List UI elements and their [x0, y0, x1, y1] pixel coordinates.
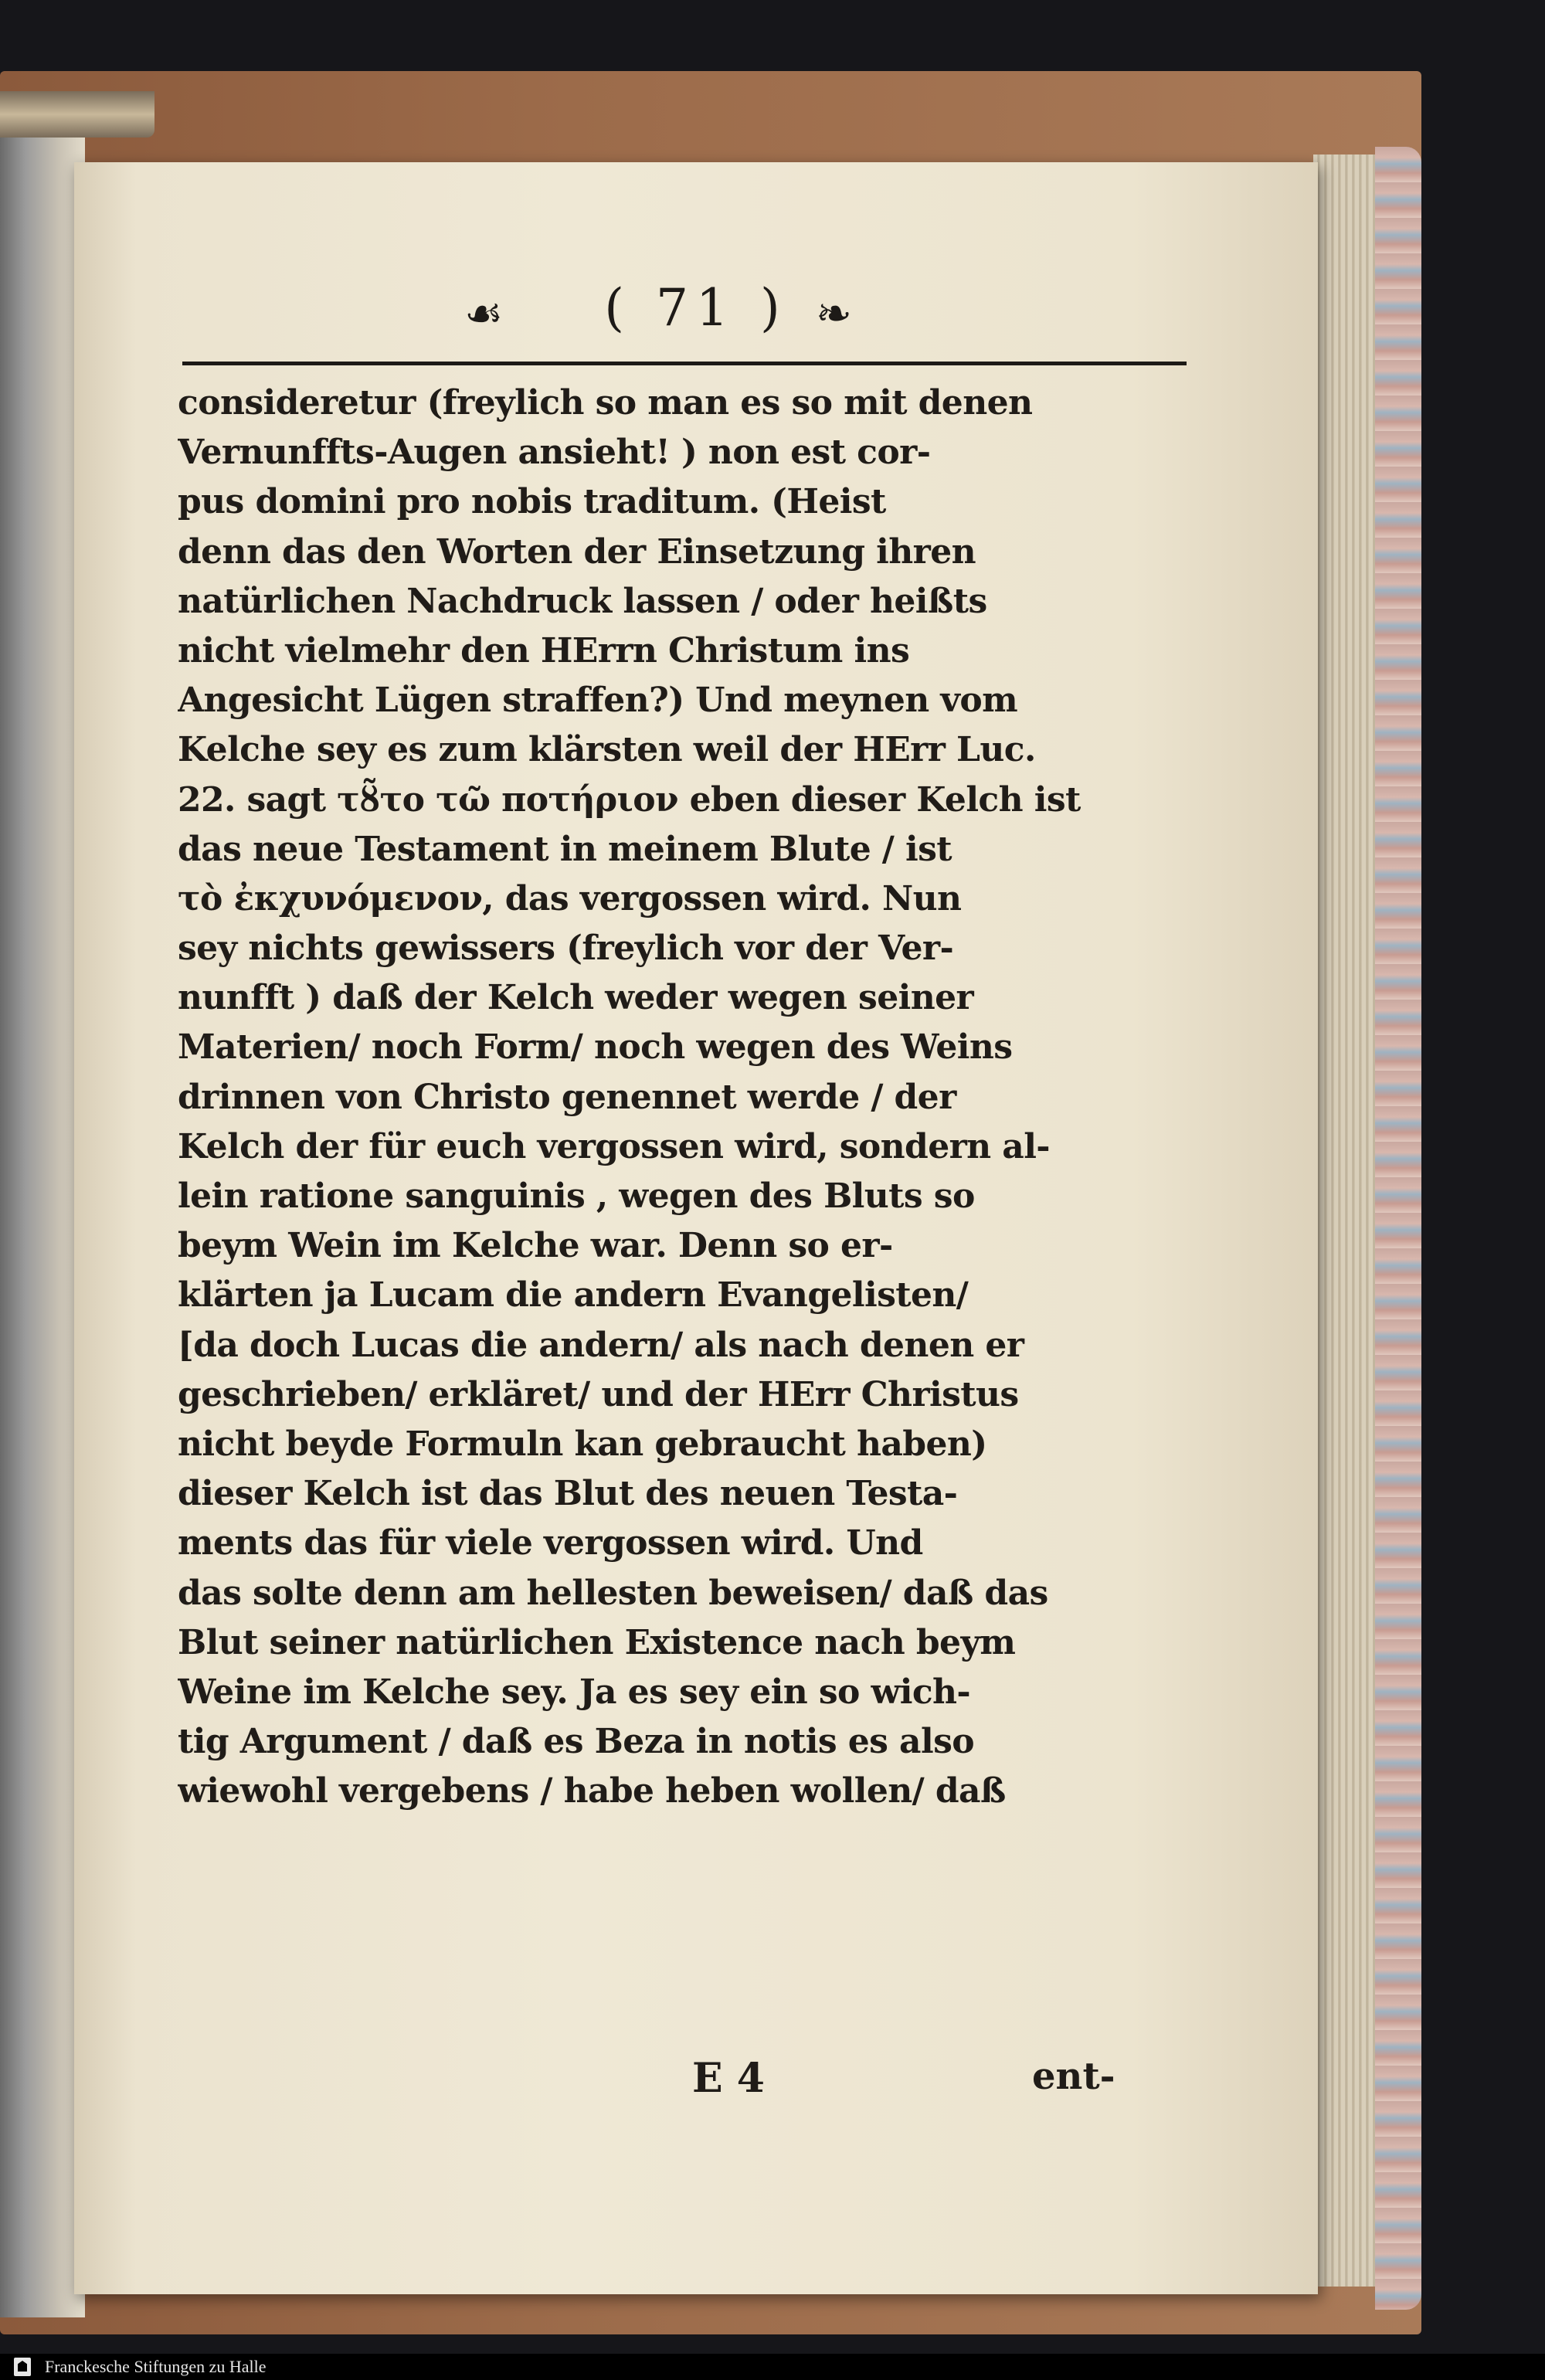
institution-logo-icon	[14, 2358, 31, 2376]
catchword: ent-	[1032, 2055, 1115, 2098]
page-footer	[74, 2055, 1318, 2117]
text-line: τὸ ἐκχυνόμενον, das vergossen wird. Nun	[178, 878, 962, 918]
text-line: sey nichts gewissers (freylich vor der Ver-	[178, 929, 954, 969]
text-line: das neue Testament in meinem Blute / ist	[178, 829, 952, 869]
body-text	[178, 379, 1205, 1816]
text-line: nicht vielmehr den HErrn Christum ins	[178, 630, 910, 671]
text-line: ments das für viele vergossen wird. Und	[178, 1523, 923, 1563]
text-line: tig Argument / daß es Beza in notis es also	[178, 1722, 974, 1762]
text-line: Vernunffts-Augen ansieht! ) non est cor-	[178, 433, 931, 473]
text-line: drinnen von Christo genennet werde / der	[178, 1077, 956, 1117]
text-line: 22. sagt τȣ̃το τῶ ποτήριον eben dieser Kelch ist	[178, 779, 1081, 820]
header-rule	[182, 362, 1187, 365]
text-line: pus domini pro nobis traditum. (Heist	[178, 482, 886, 522]
page-number: ( 71 )	[604, 278, 788, 338]
text-line: Angesicht Lügen straffen?) Und meynen vom	[178, 681, 1018, 721]
book-spine	[0, 91, 154, 138]
text-line: [da doch Lucas die andern/ als nach denen er	[178, 1325, 1024, 1365]
text-line: geschrieben/ erkläret/ und der HErr Christus	[178, 1374, 1019, 1414]
text-line: lein ratione sanguinis , wegen des Bluts so	[178, 1176, 975, 1216]
text-line: dieser Kelch ist das Blut des neuen Testa-	[178, 1474, 958, 1514]
text-line: denn das den Worten der Einsetzung ihren	[178, 531, 976, 572]
text-line: Kelche sey es zum klärsten weil der HErr Luc.	[178, 730, 1036, 770]
text-line: nunfft ) daß der Kelch weder wegen seiner	[178, 978, 974, 1018]
text-line: Blut seiner natürlichen Existence nach beym	[178, 1622, 1016, 1662]
ornament-left-icon: ☙	[464, 289, 504, 339]
text-line: Kelch der für euch vergossen wird, sondern al-	[178, 1126, 1050, 1166]
text-line: klärten ja Lucam die andern Evangelisten/	[178, 1275, 969, 1316]
text-line: Materien/ noch Form/ noch wegen des Weins	[178, 1027, 1013, 1068]
credit-bar	[0, 2354, 1545, 2380]
fore-edge	[1375, 147, 1421, 2310]
text-line: beym Wein im Kelche war. Denn so er-	[178, 1226, 893, 1266]
text-line: wiewohl vergebens / habe heben wollen/ daß	[178, 1771, 1006, 1811]
page-header	[74, 278, 1318, 355]
book-page	[74, 162, 1318, 2294]
ornament-right-icon: ❧	[816, 289, 852, 339]
text-line: natürlichen Nachdruck lassen / oder heißts	[178, 581, 987, 621]
text-line: Weine im Kelche sey. Ja es sey ein so wich-	[178, 1672, 971, 1712]
credit-label: Franckesche Stiftungen zu Halle	[45, 2357, 267, 2376]
left-page-edge	[0, 93, 85, 2317]
signature-mark: E 4	[692, 2055, 765, 2102]
text-line: consideretur (freylich so man es so mit denen	[178, 383, 1033, 423]
text-line: nicht beyde Formuln kan gebraucht haben)	[178, 1424, 987, 1464]
text-line: das solte denn am hellesten beweisen/ daß das	[178, 1573, 1048, 1613]
